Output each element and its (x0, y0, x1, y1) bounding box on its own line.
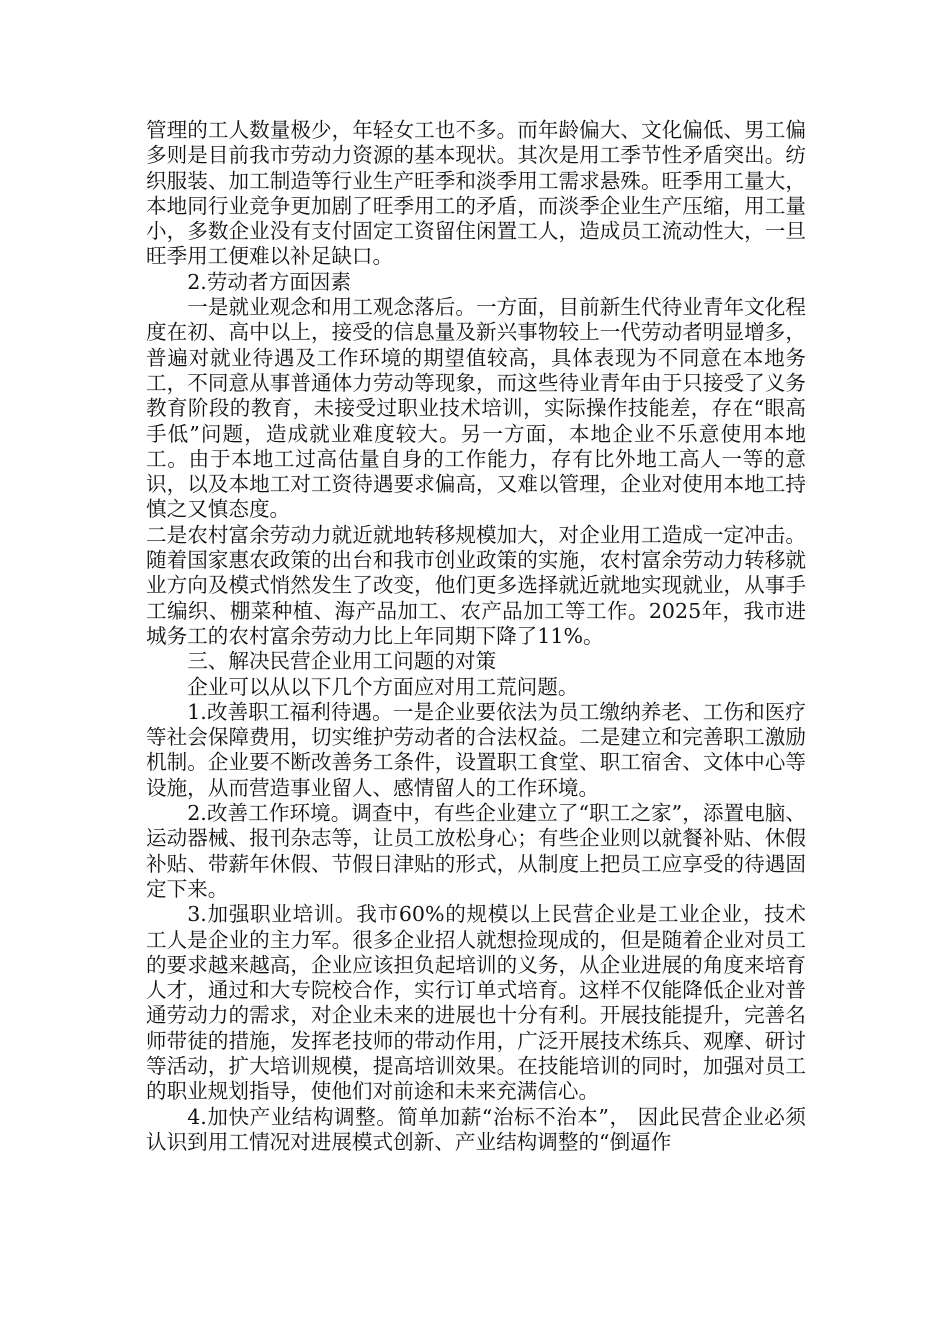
paragraph-work-environment: 2.改善工作环境。调查中，有些企业建立了“职工之家”，添置电脑、运动器械、报刊杂志等，让员工放松身心；有些企业则以就餐补贴、休假补贴、带薪年休假、节假日津贴的形式，从制度上把员工应享受的待遇固定下来。 (146, 801, 806, 901)
paragraph-labor-structure: 管理的工人数量极少，年轻女工也不多。而年龄偏大、文化偏低、男工偏多则是目前我市劳动力资源的基本现状。其次是用工季节性矛盾突出。纺织服装、加工制造等行业生产旺季和淡季用工需求悬殊。旺季用工量大，本地同行业竞争更加剧了旺季用工的矛盾，而淡季企业生产压缩，用工量小，多数企业没有支付固定工资留住闲置工人，造成员工流动性大，一旦旺季用工便难以补足缺口。 (146, 118, 806, 269)
paragraph-industrial-restructuring: 4.加快产业结构调整。简单加薪“治标不治本”， 因此民营企业必须认识到用工情况对进展模式创新、产业结构调整的“倒逼作 (146, 1104, 806, 1154)
heading-countermeasures: 三、解决民营企业用工问题的对策 (187, 649, 497, 674)
heading-laborer-factors: 2.劳动者方面因素 (187, 269, 351, 294)
paragraph-countermeasures-intro: 企业可以从以下几个方面应对用工荒问题。 (187, 674, 579, 699)
document-body (146, 118, 806, 1155)
paragraph-vocational-training: 3.加强职业培训。我市60%的规模以上民营企业是工业企业，技术工人是企业的主力军。很多企业招人就想捡现成的，但是随着企业对员工的要求越来越高，企业应该担负起培训的义务，从企业进展的角度来培育人才，通过和大专院校合作，实行订单式培育。这样不仅能降低企业对普通劳动力的需求，对企业未来的进展也十分有利。开展技能提升，完善名师带徒的措施，发挥老技师的带动作用，广泛开展技术练兵、观摩、研讨等活动，扩大培训规模，提高培训效果。在技能培训的同时，加强对员工的职业规划指导，使他们对前途和未来充满信心。 (146, 902, 806, 1104)
paragraph-welfare: 1.改善职工福利待遇。一是企业要依法为员工缴纳养老、工伤和医疗等社会保障费用，切实维护劳动者的合法权益。二是建立和完善职工激励机制。企业要不断改善务工条件，设置职工食堂、职工宿舍、文体中心等设施，从而营造事业留人、感情留人的工作环境。 (146, 699, 806, 800)
paragraph-rural-labor-transfer: 二是农村富余劳动力就近就地转移规模加大，对企业用工造成一定冲击。随着国家惠农政策的出台和我市创业政策的实施，农村富余劳动力转移就业方向及模式悄然发生了改变，他们更多选择就近就地实现就业，从事手工编织、棚菜种植、海产品加工、农产品加工等工作。2025年，我市进城务工的农村富余劳动力比上年同期下降了11%。 (146, 522, 806, 648)
paragraph-employment-concepts: 一是就业观念和用工观念落后。一方面，目前新生代待业青年文化程度在初、高中以上，接受的信息量及新兴事物较上一代劳动者明显增多，普遍对就业待遇及工作环境的期望值较高，具体表现为不同意在本地务工，不同意从事普通体力劳动等现象，而这些待业青年由于只接受了义务教育阶段的教育，未接受过职业技术培训，实际操作技能差，存在“眼高手低”问题，造成就业难度较大。另一方面，本地企业不乐意使用本地工。由于本地工过高估量自身的工作能力，存有比外地工高人一等的意识，以及本地工对工资待遇要求偏高，又难以管理，企业对使用本地工持慎之又慎态度。 (146, 295, 806, 522)
